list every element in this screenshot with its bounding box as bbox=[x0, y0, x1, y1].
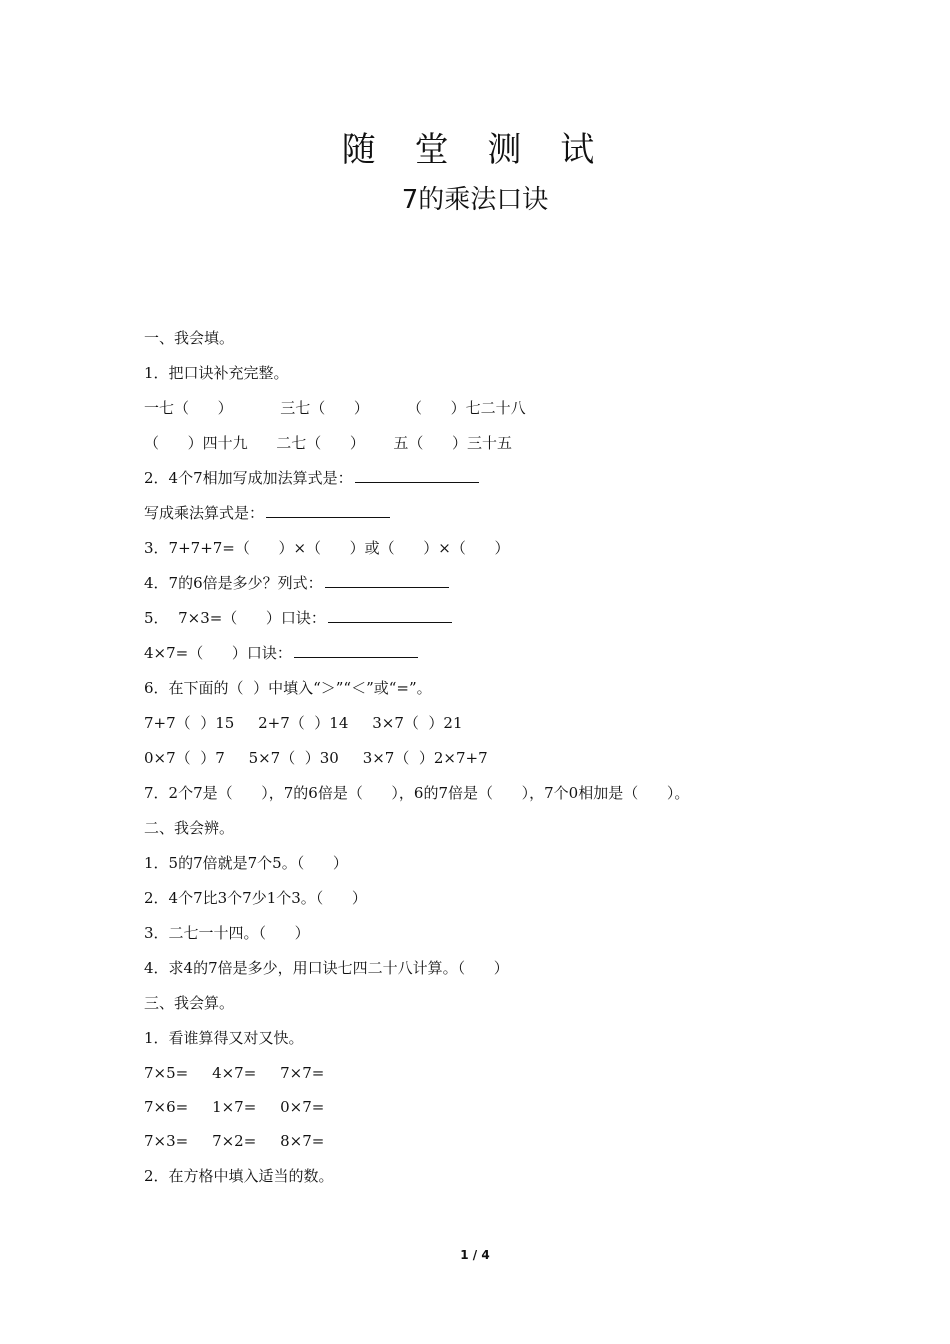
page-subtitle: 7的乘法口诀 bbox=[401, 185, 549, 215]
question-line: 写成乘法算式是： bbox=[144, 503, 390, 523]
question-line: 7×3= 7×2= 8×7= bbox=[144, 1132, 325, 1150]
answer-blank bbox=[325, 573, 449, 588]
question-line: 1．5的7倍就是7个5。（ ） bbox=[144, 854, 348, 872]
page-title: 随 堂 测 试 bbox=[341, 130, 609, 170]
question-line: 7×5= 4×7= 7×7= bbox=[144, 1064, 325, 1082]
question-line: 4．7的6倍是多少？列式： bbox=[144, 573, 449, 593]
question-line: 7．2个7是（ ），7的6倍是（ ），6的7倍是（ ），7个0相加是（ ）。 bbox=[144, 784, 690, 802]
question-line: 1．看谁算得又对又快。 bbox=[144, 1029, 304, 1047]
question-line: 0×7（ ）7 5×7（ ）30 3×7（ ）2×7+7 bbox=[144, 749, 488, 767]
question-line: 1．把口诀补充完整。 bbox=[144, 364, 289, 382]
question-line: 5． 7×3=（ ）口诀： bbox=[144, 608, 452, 628]
section-heading-fill: 一、我会填。 bbox=[144, 329, 235, 347]
page-number: 1 / 4 bbox=[460, 1248, 490, 1262]
question-line: 2．4个7相加写成加法算式是： bbox=[144, 468, 479, 488]
section-heading-judge: 二、我会辨。 bbox=[144, 819, 235, 837]
question-line: 4×7=（ ）口诀： bbox=[144, 643, 418, 663]
question-line: 7×6= 1×7= 0×7= bbox=[144, 1098, 325, 1116]
answer-blank bbox=[294, 643, 418, 658]
answer-blank bbox=[266, 503, 390, 518]
question-line: 一七（ ） 三七（ ） （ ）七二十八 bbox=[144, 399, 526, 417]
question-line: 6．在下面的（ ）中填入“＞”“＜”或“=”。 bbox=[144, 679, 432, 697]
question-line: 7+7（ ）15 2+7（ ）14 3×7（ ）21 bbox=[144, 714, 463, 732]
section-heading-calc: 三、我会算。 bbox=[144, 994, 235, 1012]
answer-blank bbox=[328, 608, 452, 623]
answer-blank bbox=[355, 468, 479, 483]
question-line: 3．7+7+7=（ ）×（ ）或（ ）×（ ） bbox=[144, 539, 510, 557]
question-line: 4．求4的7倍是多少，用口诀七四二十八计算。（ ） bbox=[144, 959, 509, 977]
question-line: （ ）四十九 二七（ ） 五（ ）三十五 bbox=[144, 434, 513, 452]
question-line: 3．二七一十四。（ ） bbox=[144, 924, 310, 942]
question-line: 2．4个7比3个7少1个3。（ ） bbox=[144, 889, 367, 907]
question-line: 2．在方格中填入适当的数。 bbox=[144, 1167, 334, 1185]
